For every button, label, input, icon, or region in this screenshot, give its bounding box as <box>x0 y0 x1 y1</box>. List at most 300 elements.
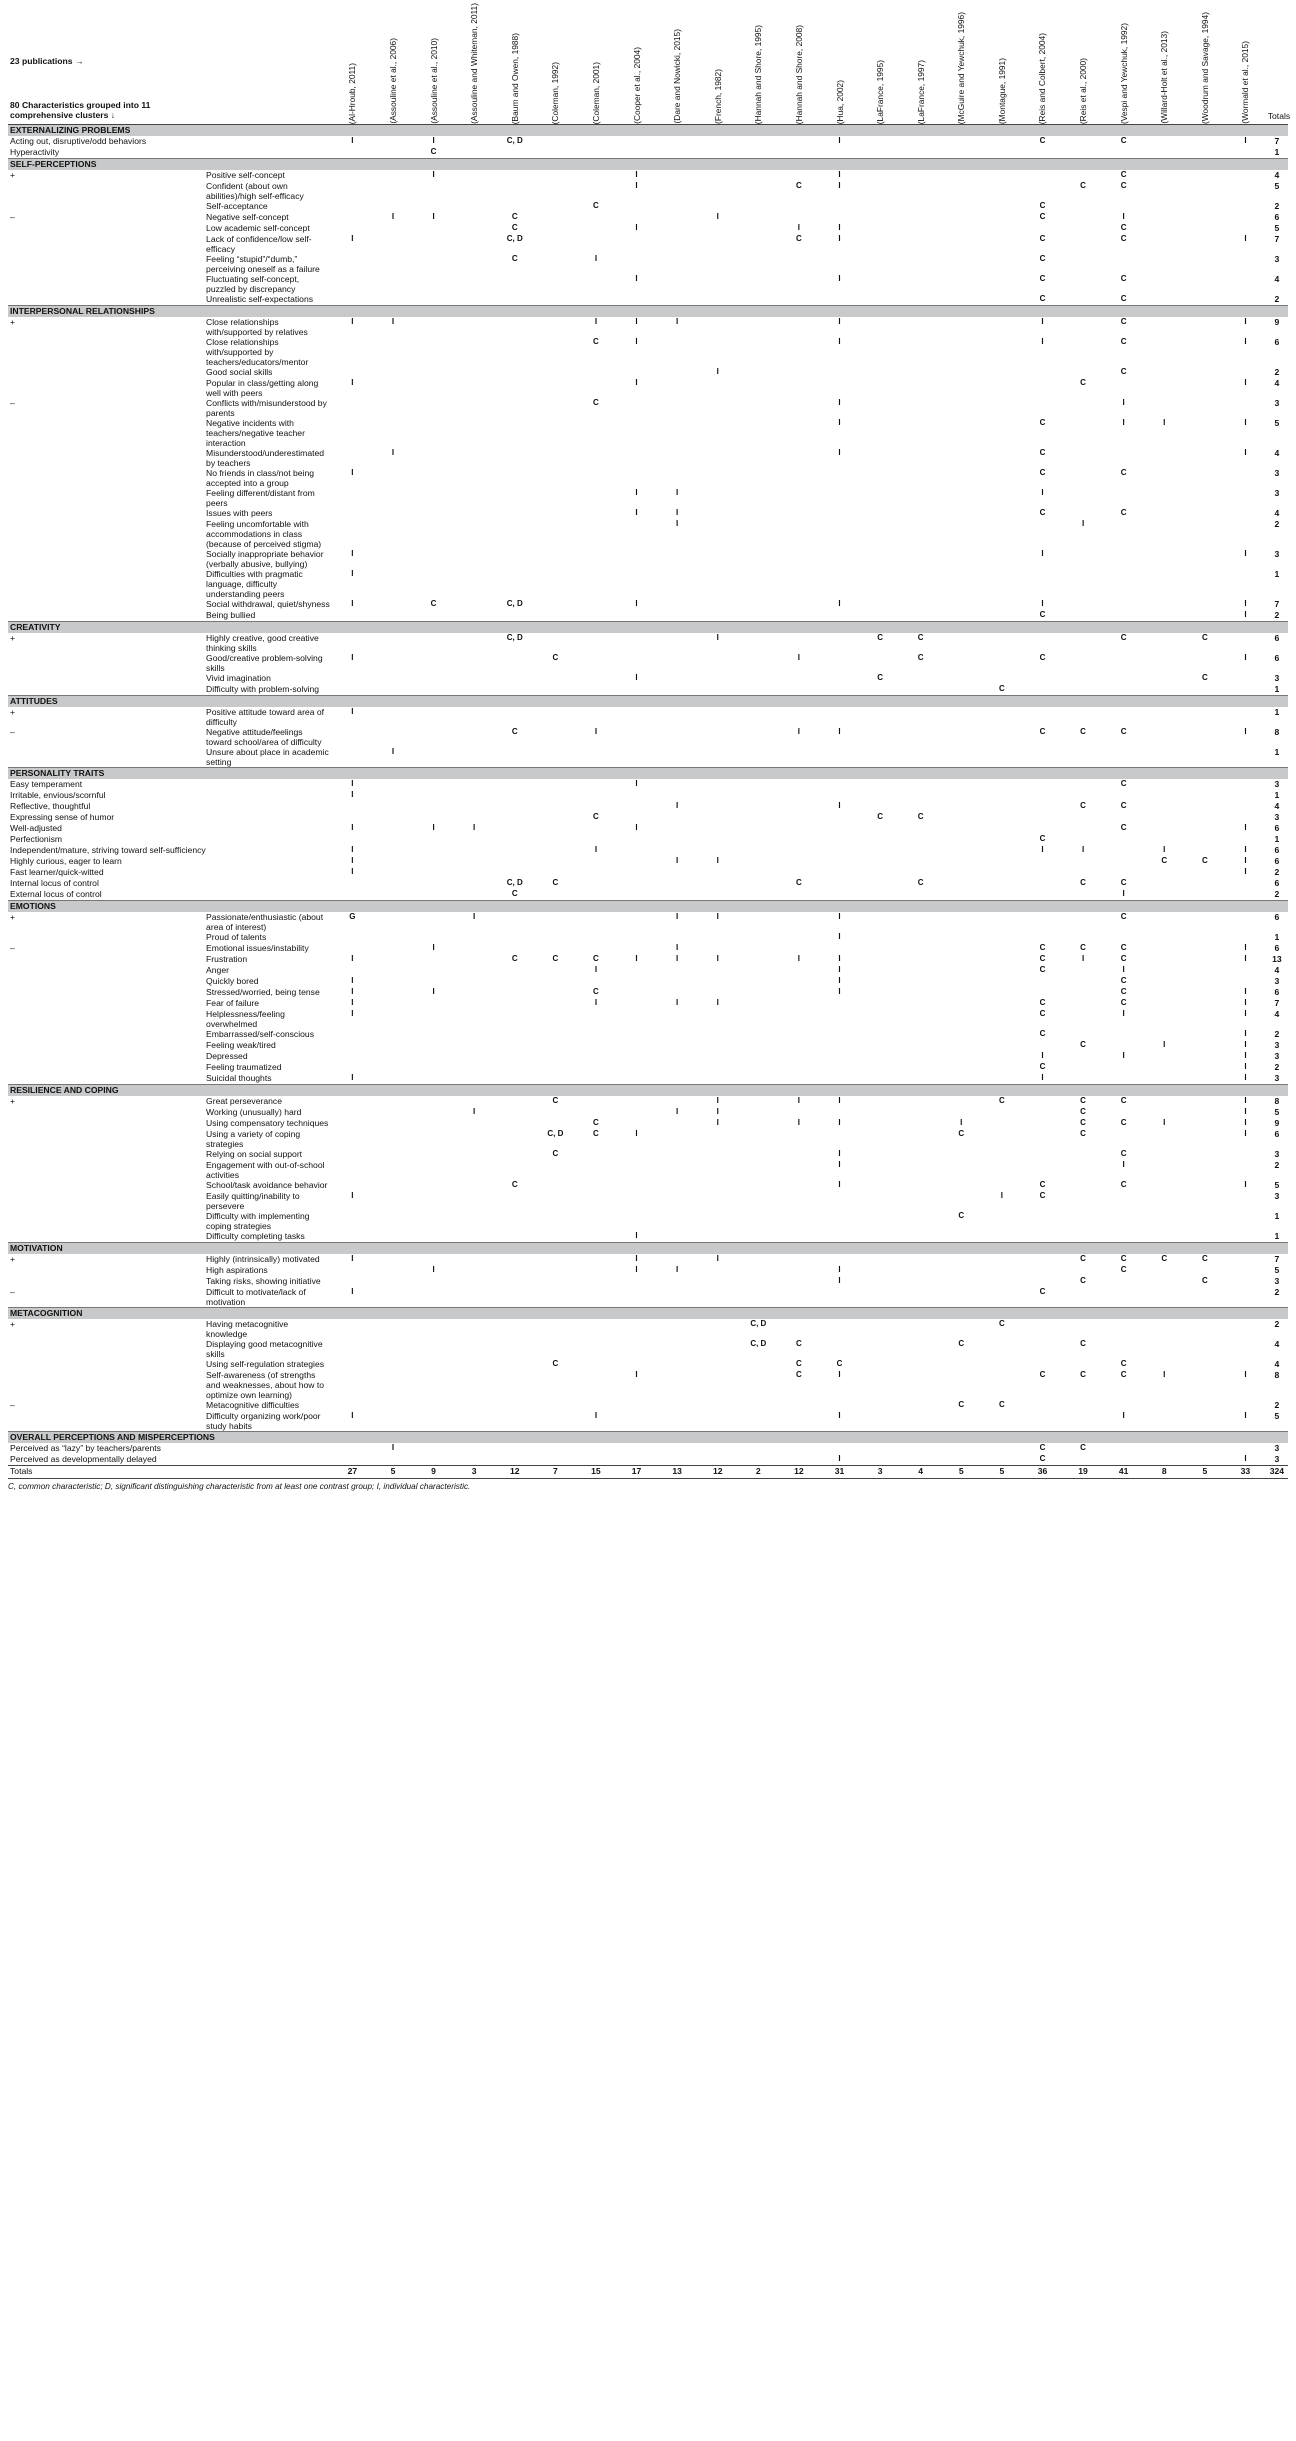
mark-cell <box>657 398 698 418</box>
mark-cell <box>576 294 617 306</box>
mark-cell <box>1103 1339 1144 1359</box>
mark-cell <box>1063 812 1104 823</box>
mark-cell <box>697 673 738 684</box>
mark-cell <box>494 1073 535 1085</box>
mark-cell <box>1022 1265 1063 1276</box>
mark-cell: I <box>594 316 598 326</box>
mark-cell <box>1185 1454 1226 1466</box>
characteristic-label: Misunderstood/underestimated by teachers <box>206 447 325 468</box>
table-row <box>8 254 1288 274</box>
mark-cell <box>413 1411 454 1432</box>
mark-cell <box>697 987 738 998</box>
mark-cell: I <box>676 997 679 1007</box>
mark-cell <box>779 1276 820 1287</box>
mark-cell <box>697 1454 738 1466</box>
mark-cell <box>616 398 657 418</box>
mark-cell <box>1063 294 1104 306</box>
mark-cell <box>941 274 982 294</box>
valence-sign <box>8 1180 204 1191</box>
mark-cell <box>860 1339 901 1359</box>
valence-sign <box>8 223 204 234</box>
mark-cell: C <box>1039 233 1046 243</box>
mark-cell: I <box>1244 844 1247 854</box>
mark-cell <box>1144 834 1185 845</box>
mark-cell <box>1225 912 1266 932</box>
row-total: 1 <box>1274 1230 1280 1241</box>
mark-cell <box>1063 418 1104 448</box>
mark-cell <box>860 337 901 367</box>
publication-label: (Reis et al., 2000) <box>1078 57 1089 124</box>
mark-cell <box>900 378 941 398</box>
mark-cell <box>941 812 982 823</box>
mark-cell <box>1185 569 1226 599</box>
mark-cell <box>494 367 535 378</box>
mark-cell <box>941 468 982 488</box>
mark-cell <box>982 519 1023 549</box>
mark-cell: I <box>1163 1369 1166 1379</box>
valence-sign <box>8 367 204 378</box>
valence-sign: – <box>10 1286 15 1297</box>
characteristic-label: High aspirations <box>206 1264 268 1275</box>
mark-cell <box>982 727 1023 747</box>
mark-cell <box>900 337 941 367</box>
publication-label: (LaFrance, 1995) <box>875 59 886 124</box>
mark-cell <box>1144 234 1185 254</box>
mark-cell <box>1185 317 1226 337</box>
mark-cell <box>779 1319 820 1339</box>
mark-cell <box>657 170 698 181</box>
mark-cell: I <box>432 169 435 179</box>
mark-cell <box>616 147 657 159</box>
mark-cell: C <box>1161 1253 1168 1263</box>
mark-cell: I <box>716 1117 719 1127</box>
mark-cell <box>413 1211 454 1231</box>
valence-sign <box>8 294 204 306</box>
mark-cell <box>697 254 738 274</box>
mark-cell <box>454 1191 495 1211</box>
mark-cell: I <box>716 1106 719 1116</box>
valence-sign <box>8 653 204 673</box>
mark-cell <box>1063 170 1104 181</box>
mark-cell <box>779 147 820 159</box>
mark-cell <box>413 747 454 768</box>
mark-cell <box>819 684 860 696</box>
mark-cell: I <box>635 1264 638 1274</box>
mark-cell <box>1063 337 1104 367</box>
mark-cell <box>941 317 982 337</box>
valence-sign <box>8 976 204 987</box>
table-row <box>8 889 1288 901</box>
mark-cell: C <box>1080 1128 1086 1138</box>
mark-cell <box>616 1287 657 1308</box>
mark-cell <box>738 684 779 696</box>
valence-sign: + <box>10 706 16 717</box>
table-row <box>8 274 1288 294</box>
mark-cell <box>1185 212 1226 223</box>
mark-cell <box>779 790 820 801</box>
mark-cell <box>576 1191 617 1211</box>
mark-cell <box>413 508 454 519</box>
cluster-header-row <box>8 900 1288 912</box>
mark-cell <box>1022 889 1063 901</box>
mark-cell <box>1144 932 1185 943</box>
mark-cell <box>616 136 657 147</box>
mark-cell <box>738 508 779 519</box>
mark-cell <box>900 965 941 976</box>
mark-cell <box>454 1265 495 1276</box>
mark-cell <box>860 1454 901 1466</box>
mark-cell <box>535 212 576 223</box>
characteristic-label: Depressed <box>206 1050 248 1061</box>
mark-cell <box>1185 867 1226 878</box>
table-row <box>8 1191 1288 1211</box>
mark-cell <box>373 1062 414 1073</box>
valence-sign: + <box>10 632 16 643</box>
mark-cell <box>413 834 454 845</box>
mark-cell <box>941 965 982 976</box>
mark-cell <box>332 727 373 747</box>
mark-cell <box>373 1107 414 1118</box>
table-row <box>8 684 1288 696</box>
mark-cell <box>819 1254 860 1265</box>
mark-cell: I <box>1244 1106 1247 1116</box>
mark-cell <box>1022 1339 1063 1359</box>
mark-cell <box>413 254 454 274</box>
mark-cell <box>860 707 901 727</box>
mark-cell <box>1225 976 1266 987</box>
mark-cell <box>494 1009 535 1029</box>
row-total: 3 <box>1274 1190 1280 1201</box>
mark-cell <box>819 790 860 801</box>
mark-cell <box>819 1443 860 1454</box>
mark-cell <box>1022 1118 1063 1129</box>
mark-cell <box>454 653 495 673</box>
mark-cell <box>1022 398 1063 418</box>
mark-cell <box>535 707 576 727</box>
mark-cell <box>454 234 495 254</box>
mark-cell <box>697 1149 738 1160</box>
mark-cell <box>535 599 576 610</box>
mark-cell <box>982 1211 1023 1231</box>
characteristic-label: Suicidal thoughts <box>206 1072 272 1083</box>
mark-cell <box>1063 1062 1104 1073</box>
mark-cell <box>1022 801 1063 812</box>
mark-cell <box>941 633 982 653</box>
mark-cell <box>454 201 495 212</box>
mark-cell <box>454 468 495 488</box>
mark-cell <box>860 912 901 932</box>
table-row <box>8 1400 1288 1411</box>
mark-cell <box>616 1040 657 1051</box>
mark-cell <box>900 468 941 488</box>
mark-cell <box>860 549 901 569</box>
mark-cell <box>454 1062 495 1073</box>
mark-cell <box>900 834 941 845</box>
mark-cell <box>332 1231 373 1243</box>
mark-cell <box>982 707 1023 727</box>
mark-cell <box>535 633 576 653</box>
mark-cell <box>1022 1359 1063 1370</box>
mark-cell <box>535 932 576 943</box>
mark-cell <box>616 1191 657 1211</box>
mark-cell <box>900 147 941 159</box>
mark-cell <box>1185 1149 1226 1160</box>
mark-cell <box>1225 223 1266 234</box>
mark-cell <box>860 508 901 519</box>
mark-cell: C <box>917 811 924 821</box>
mark-cell <box>900 867 941 878</box>
mark-cell <box>535 1254 576 1265</box>
mark-cell <box>1225 1400 1266 1411</box>
characteristic-label: Being bullied <box>206 609 256 620</box>
row-total: 6 <box>1274 822 1280 833</box>
mark-cell <box>982 1265 1023 1276</box>
mark-cell <box>454 367 495 378</box>
header-intro <box>8 0 332 124</box>
mark-cell <box>1063 254 1104 274</box>
mark-cell <box>332 1276 373 1287</box>
mark-cell <box>576 790 617 801</box>
mark-cell <box>697 337 738 367</box>
mark-cell <box>535 790 576 801</box>
mark-cell <box>941 747 982 768</box>
mark-cell <box>697 801 738 812</box>
mark-cell <box>576 878 617 889</box>
mark-cell <box>1144 633 1185 653</box>
mark-cell: I <box>838 1275 841 1285</box>
row-total: 9 <box>1274 1117 1280 1128</box>
mark-cell <box>332 1211 373 1231</box>
mark-cell: I <box>838 336 841 346</box>
mark-cell <box>373 1009 414 1029</box>
mark-cell <box>535 889 576 901</box>
mark-cell <box>1225 1359 1266 1370</box>
mark-cell <box>616 727 657 747</box>
mark-cell <box>900 932 941 943</box>
mark-cell <box>616 1149 657 1160</box>
characteristic-label: Hyperactivity <box>10 146 60 157</box>
publication-header <box>982 0 1023 124</box>
mark-cell <box>494 801 535 812</box>
mark-cell <box>860 418 901 448</box>
mark-cell <box>413 418 454 448</box>
mark-cell <box>576 1276 617 1287</box>
mark-cell <box>454 801 495 812</box>
mark-cell <box>900 1073 941 1085</box>
mark-cell <box>1063 201 1104 212</box>
mark-cell: I <box>1041 844 1044 854</box>
mark-cell <box>900 1276 941 1287</box>
mark-cell <box>535 398 576 418</box>
mark-cell <box>1185 367 1226 378</box>
mark-cell <box>819 1009 860 1029</box>
mark-cell <box>738 954 779 965</box>
mark-cell <box>616 1107 657 1118</box>
mark-cell <box>819 1062 860 1073</box>
mark-cell <box>697 727 738 747</box>
mark-cell <box>616 845 657 856</box>
mark-cell <box>1144 889 1185 901</box>
mark-cell <box>576 932 617 943</box>
mark-cell <box>900 1400 941 1411</box>
totals-header: Totals <box>1266 0 1288 124</box>
row-total: 4 <box>1274 964 1280 975</box>
cluster-header-row <box>8 1431 1288 1443</box>
cluster-header-row <box>8 158 1288 170</box>
mark-cell <box>1103 378 1144 398</box>
mark-cell: I <box>1244 135 1247 145</box>
mark-cell: I <box>838 931 841 941</box>
mark-cell <box>657 1149 698 1160</box>
mark-cell: I <box>1244 233 1247 243</box>
mark-cell <box>373 1339 414 1359</box>
mark-cell <box>494 845 535 856</box>
mark-cell <box>535 1029 576 1040</box>
row-total: 2 <box>1274 200 1280 211</box>
mark-cell <box>779 418 820 448</box>
mark-cell <box>860 653 901 673</box>
mark-cell <box>576 1149 617 1160</box>
mark-cell <box>1185 1287 1226 1308</box>
mark-cell <box>535 337 576 367</box>
characteristic-label: Quickly bored <box>206 975 259 986</box>
mark-cell <box>860 801 901 812</box>
mark-cell <box>982 1107 1023 1118</box>
row-total: 6 <box>1274 877 1280 888</box>
mark-cell <box>535 223 576 234</box>
mark-cell <box>576 147 617 159</box>
mark-cell <box>982 569 1023 599</box>
mark-cell <box>332 1062 373 1073</box>
mark-cell: C <box>1039 1028 1046 1038</box>
mark-cell <box>860 519 901 549</box>
mark-cell <box>332 1160 373 1180</box>
mark-cell <box>860 367 901 378</box>
mark-cell <box>494 147 535 159</box>
mark-cell <box>332 223 373 234</box>
mark-cell <box>373 234 414 254</box>
mark-cell <box>860 943 901 954</box>
mark-cell <box>697 223 738 234</box>
mark-cell <box>900 136 941 147</box>
mark-cell <box>616 684 657 696</box>
characteristic-label: Easy temperament <box>10 778 83 789</box>
mark-cell <box>454 1411 495 1432</box>
mark-cell <box>535 823 576 834</box>
mark-cell <box>657 1400 698 1411</box>
mark-cell <box>373 549 414 569</box>
mark-cell <box>982 1231 1023 1243</box>
mark-cell <box>616 1118 657 1129</box>
mark-cell <box>860 1040 901 1051</box>
mark-cell <box>576 976 617 987</box>
mark-cell <box>900 488 941 508</box>
mark-cell <box>494 1443 535 1454</box>
mark-cell <box>413 223 454 234</box>
mark-cell <box>900 779 941 790</box>
mark-cell <box>1022 170 1063 181</box>
mark-cell <box>1144 398 1185 418</box>
mark-cell <box>900 201 941 212</box>
mark-cell <box>941 223 982 234</box>
mark-cell <box>535 549 576 569</box>
mark-cell <box>535 998 576 1009</box>
mark-cell <box>1103 812 1144 823</box>
mark-cell <box>576 212 617 223</box>
mark-cell: C <box>1080 1275 1086 1285</box>
mark-cell <box>454 147 495 159</box>
mark-cell <box>1103 1029 1144 1040</box>
mark-cell <box>535 488 576 508</box>
mark-cell <box>982 1180 1023 1191</box>
mark-cell <box>738 1411 779 1432</box>
mark-cell <box>1063 1180 1104 1191</box>
mark-cell <box>657 1319 698 1339</box>
mark-cell <box>616 790 657 801</box>
mark-cell <box>819 707 860 727</box>
row-total: 6 <box>1274 336 1280 347</box>
mark-cell <box>738 987 779 998</box>
mark-cell: I <box>716 632 719 642</box>
mark-cell <box>1225 1265 1266 1276</box>
mark-cell <box>982 1339 1023 1359</box>
mark-cell <box>900 1129 941 1149</box>
mark-cell <box>454 1040 495 1051</box>
mark-cell <box>616 943 657 954</box>
mark-cell: I <box>351 135 354 145</box>
mark-cell <box>697 1191 738 1211</box>
mark-cell <box>657 1129 698 1149</box>
mark-cell <box>860 1096 901 1107</box>
table-row <box>8 1180 1288 1191</box>
mark-cell <box>657 378 698 398</box>
mark-cell: C <box>511 222 518 232</box>
mark-cell <box>616 889 657 901</box>
valence-sign: + <box>10 169 16 180</box>
mark-cell <box>941 1254 982 1265</box>
mark-cell <box>332 1359 373 1370</box>
valence-sign <box>8 954 204 965</box>
row-total: 2 <box>1274 609 1280 620</box>
mark-cell <box>657 610 698 622</box>
mark-cell <box>413 1254 454 1265</box>
mark-cell <box>738 448 779 468</box>
valence-sign <box>8 569 204 599</box>
mark-cell: I <box>716 855 719 865</box>
mark-cell: C <box>430 146 437 156</box>
mark-cell <box>860 1276 901 1287</box>
mark-cell <box>697 653 738 673</box>
mark-cell <box>1022 976 1063 987</box>
publication-label: (Reis and Colbert, 2004) <box>1037 32 1048 124</box>
mark-cell <box>332 147 373 159</box>
mark-cell <box>657 234 698 254</box>
mark-cell <box>373 1276 414 1287</box>
row-total: 1 <box>1274 833 1280 844</box>
mark-cell <box>454 378 495 398</box>
mark-cell <box>454 1211 495 1231</box>
table-row <box>8 212 1288 223</box>
mark-cell <box>779 549 820 569</box>
mark-cell <box>697 1129 738 1149</box>
valence-sign <box>8 965 204 976</box>
mark-cell <box>1144 1073 1185 1085</box>
table-row <box>8 1073 1288 1085</box>
mark-cell <box>941 912 982 932</box>
mark-cell <box>1144 823 1185 834</box>
mark-cell <box>860 1118 901 1129</box>
mark-cell <box>373 943 414 954</box>
